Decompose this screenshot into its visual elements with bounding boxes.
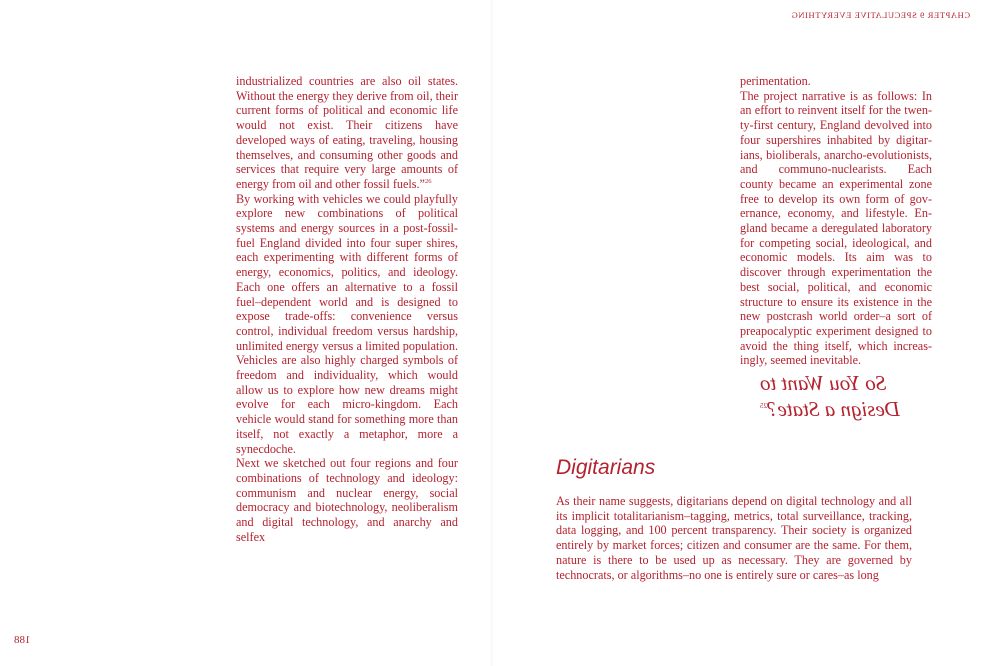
section-title-line-1: So You Want to xyxy=(760,371,887,395)
section-title-note: 25 xyxy=(760,402,767,410)
section-title-line-2 xyxy=(760,395,932,421)
left-paragraph-2: By working with vehicles we could playfully explore new combinations of political systems and energy sources in a post-fossil-fuel England divided into four super shires, each experimenting with different forms of energy, economics, politics, and ideology. Each one offers an alternative to a fossil fuel–dependent world and is designed to expose trade-offs: convenience versus control, individual freedom versus hardship, unlimited energy versus a limited population. Vehicles are also highly charged symbols of freedom and individuality, which would allow us to explore how new dreams might evolve for each micro-kingdom. Each vehicle would stand for something more than itself, not exactly a metaphor, more a synecdoche. xyxy=(236,191,458,456)
page-number-text: 188 xyxy=(14,634,31,646)
section-title xyxy=(760,372,932,421)
left-paragraph-3: Next we sketched out four regions and four combinations of technology and ideology: communism and nuclear energy, social democracy and biotechnology, neoliberalism and digital technology, and anarchy and selfex xyxy=(236,456,458,544)
running-head xyxy=(791,10,970,20)
digitarians-paragraph: As their name suggests, digitarians depend on digital technology and all its implicit totalitarianism–tagging, metrics, total surveillance, tracking, data logging, and 100 percent transparency. Their society is organized entirely by market forces; citizen and consumer are the same. For them, nature is there to be used up as necessary. They are governed by technocrats, or algorithms–no one is entirely sure or cares–as long xyxy=(556,494,912,582)
page-gutter xyxy=(491,0,493,666)
section-title-mirrored xyxy=(760,372,932,421)
right-text-column xyxy=(740,74,932,368)
sub-heading-digitarians: Digitarians xyxy=(556,456,656,479)
section-title-line-2-text: Design a State? xyxy=(767,397,900,421)
left-paragraph-1-text: industrialized countries are also oil states. Without the energy they derive from oil, their current forms of political and economic life would not exist. Their citizens have developed ways of eating, traveling, housing themselves, and consuming other goods and services that require very large amounts of energy from oil and other fossil fuels.” xyxy=(236,74,458,191)
right-paragraph-1: perimentation. xyxy=(740,74,811,88)
right-paragraph-2: The project narrative is as follows: In an effort to reinvent itself for the twenty-first century, England devolved into four supershires inhabited by digitarians, bioliberals, anarcho-evolutionists, and communo-nuclearists. Each county became an experimental zone free to develop its own form of governance, economy, and lifestyle. England became a deregulated laboratory for competing social, ideological, and economic models. Its aim was to discover through experimentation the best social, political, and economic structure to ensure its existence in the new postcrash world order–a sort of preapocalyptic experiment designed to avoid the thing itself, which increasingly, seemed inevitable. xyxy=(740,88,932,368)
digitarians-body xyxy=(556,494,912,582)
running-head-text: CHAPTER 9 SPECULATIVE EVERYTHING xyxy=(790,10,970,20)
page-number xyxy=(14,634,31,646)
left-paragraph-1 xyxy=(236,74,458,192)
footnote-ref-26: 26 xyxy=(424,177,432,185)
left-text-column xyxy=(236,74,458,545)
